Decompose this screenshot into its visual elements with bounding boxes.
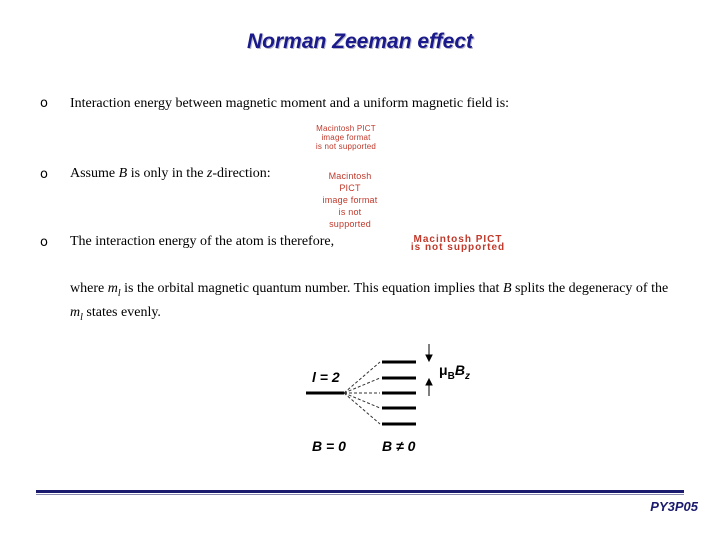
text-segment: states evenly. [82, 304, 161, 320]
placeholder-line: is not supported [329, 207, 371, 229]
text-segment: where [70, 281, 108, 296]
variable-subscript: l [80, 311, 83, 323]
unsupported-image-placeholder [318, 170, 382, 229]
mu-symbol: μ [439, 362, 448, 378]
placeholder-line: image format [322, 195, 378, 205]
variable-letter: m [70, 304, 81, 320]
placeholder-line: Macintosh PICT [413, 234, 503, 245]
variable-z: z [206, 166, 213, 181]
text-segment: Assume [70, 166, 119, 181]
mu-subscript: B [447, 371, 455, 382]
split-levels [382, 362, 416, 424]
mu-b-bz-label [439, 362, 470, 382]
bullet-text-z-direction [70, 165, 271, 183]
b-zero-label: B = 0 [312, 438, 346, 454]
unsupported-image-placeholder [388, 234, 528, 253]
placeholder-line: is not supported [315, 142, 377, 151]
variable-ml [70, 304, 83, 323]
spacing-arrows [426, 344, 432, 396]
text-segment: -direction: [212, 166, 271, 181]
variable-b: B [502, 281, 512, 296]
unsupported-image-placeholder [306, 124, 386, 150]
placeholder-line: Macintosh PICT [316, 124, 376, 133]
variable-ml [107, 281, 121, 299]
explanation-paragraph [70, 279, 670, 327]
slide-title: Norman Zeeman effect [246, 30, 474, 53]
l-equals-2-label: l = 2 [312, 369, 340, 385]
split-connectors [344, 362, 380, 424]
placeholder-line: image format [321, 133, 371, 142]
text-segment: is the orbital magnetic quantum number. This equation implies that [120, 281, 503, 296]
bullet-marker: o [40, 167, 48, 182]
placeholder-line: is not supported [410, 242, 506, 253]
text-segment: is only in the [127, 166, 207, 181]
variable-b: B [118, 166, 128, 181]
bullet-text-interaction-energy: Interaction energy between magnetic moment and a uniform magnetic field is: [70, 96, 510, 111]
b-subscript: z [464, 371, 470, 382]
b-nonzero-label: B ≠ 0 [382, 438, 416, 454]
zeeman-splitting-diagram [300, 340, 480, 460]
b-symbol: B [454, 362, 465, 378]
placeholder-line: Macintosh PICT [328, 171, 372, 193]
variable-subscript: l [117, 287, 121, 299]
variable-letter: m [107, 281, 118, 296]
footer-rule-thin [36, 494, 684, 495]
bullet-text-interaction-atom: The interaction energy of the atom is therefore, [70, 234, 335, 249]
bullet-marker: o [40, 235, 48, 250]
footer-rule [36, 490, 684, 493]
course-code: PY3P05 [650, 499, 698, 514]
text-segment: splits the degeneracy of the [511, 281, 669, 296]
bullet-marker: o [40, 96, 48, 111]
